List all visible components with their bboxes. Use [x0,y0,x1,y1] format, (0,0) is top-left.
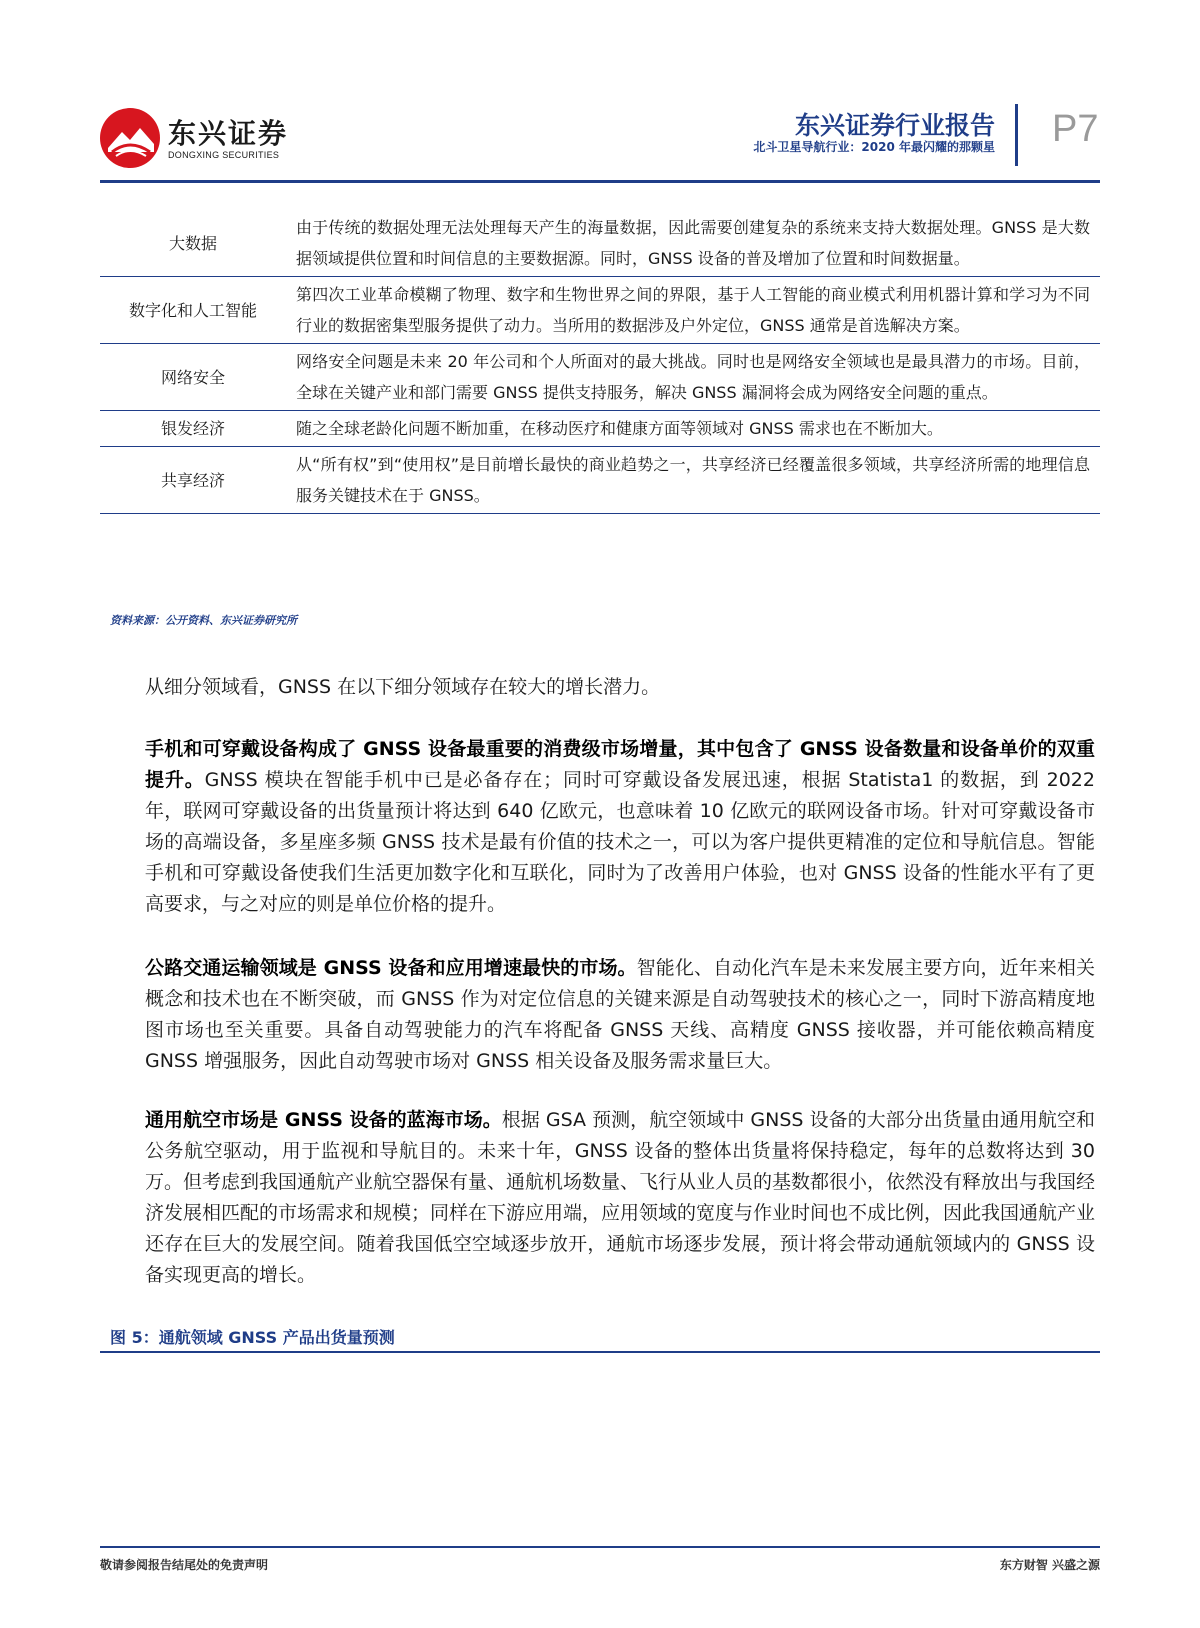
company-logo [100,108,300,168]
footer-slogan: 东方财智 兴盛之源 [999,1558,1100,1572]
table-key: 大数据 [100,210,286,277]
table-row [100,210,1100,277]
table-key: 数字化和人工智能 [100,277,286,344]
paragraph-heading: 公路交通运输领域是 GNSS 设备和应用增速最快的市场。 [145,957,637,979]
header-divider [1015,104,1018,166]
table-value: 随之全球老龄化问题不断加重，在移动医疗和健康方面等领域对 GNSS 需求也在不断加大。 [286,411,1100,447]
paragraph-body: 根据 GSA 预测，航空领域中 GNSS 设备的大部分出货量由通用航空和公务航空驱动，用于监视和导航目的。未来十年，GNSS 设备的整体出货量将保持稳定，每年的总数将达到 30 万。但考虑到我国通航产业航空器保有量、通航机场数量、飞行从业人员的基数都很小，依然没有释放出与我国经济发展相匹配的市场需求和规模；同样在下游应用端，应用领域的宽度与作业时间也不成比例，因此我国通航产业还存在巨大的发展空间。随着我国低空空域逐步放开，通航市场逐步发展，预计将会带动通航领域内的 GNSS 设备实现更高的增长。 [145,1109,1096,1286]
footer-disclaimer: 敬请参阅报告结尾处的免责声明 [100,1558,269,1572]
header-rule [100,180,1100,183]
table-row [100,344,1100,411]
footer-rule [100,1546,1100,1548]
logo-text-en: DONGXING SECURITIES [168,150,280,160]
page-header [0,0,1200,190]
page-number: P7 [1052,108,1099,150]
table-row [100,447,1100,514]
logo-emblem-icon [100,108,160,168]
paragraph-body: 智能化、自动化汽车是未来发展主要方向，近年来相关概念和技术也在不断突破，而 GNSS 作为对定位信息的关键来源是自动驾驶技术的核心之一，同时下游高精度地图市场也至关重要。具备自动驾驶能力的汽车将配备 GNSS 天线、高精度 GNSS 接收器，并可能依赖高精度 GNSS 增强服务，因此自动驾驶市场对 GNSS 相关设备及服务需求量巨大。 [145,957,1095,1072]
table-key: 共享经济 [100,447,286,514]
figure-title: 图 5：通航领域 GNSS 产品出货量预测 [110,1328,395,1347]
paragraph-intro: 从细分领域看，GNSS 在以下细分领域存在较大的增长潜力。 [145,676,661,698]
table-key: 网络安全 [100,344,286,411]
table-value: 由于传统的数据处理无法处理每天产生的海量数据，因此需要创建复杂的系统来支持大数据处理。GNSS 是大数据领域提供位置和时间信息的主要数据源。同时，GNSS 设备的普及增加了位置和时间数据量。 [286,210,1100,277]
report-title: 东兴证券行业报告 [794,111,995,140]
table-row [100,277,1100,344]
table-source: 资料来源：公开资料、东兴证券研究所 [110,614,297,627]
paragraph-road-transport [145,953,1095,1077]
table-value: 第四次工业革命模糊了物理、数字和生物世界之间的界限，基于人工智能的商业模式利用机器计算和学习为不同行业的数据密集型服务提供了动力。当所用的数据涉及户外定位，GNSS 通常是首选解决方案。 [286,277,1100,344]
paragraph-aviation [145,1105,1095,1291]
table-value: 从“所有权”到“使用权”是目前增长最快的商业趋势之一，共享经济已经覆盖很多领域，共享经济所需的地理信息服务关键技术在于 GNSS。 [286,447,1100,514]
segment-table [100,210,1100,514]
figure-rule [100,1351,1100,1353]
table-key: 银发经济 [100,411,286,447]
logo-text-cn: 东兴证券 [168,117,289,150]
paragraph-body: GNSS 模块在智能手机中已是必备存在；同时可穿戴设备发展迅速，根据 Statista1 的数据，到 2022 年，联网可穿戴设备的出货量预计将达到 640 亿欧元，也意味着 10 亿欧元的联网设备市场。针对可穿戴设备市场的高端设备，多星座多频 GNSS 技术是最有价值的技术之一，可以为客户提供更精准的定位和导航信息。智能手机和可穿戴设备使我们生活更加数字化和互联化，同时为了改善用户体验，也对 GNSS 设备的性能水平有了更高要求，与之对应的则是单位价格的提升。 [145,769,1095,915]
table-value: 网络安全问题是未来 20 年公司和个人所面对的最大挑战。同时也是网络安全领域也是最具潜力的市场。目前，全球在关键产业和部门需要 GNSS 提供支持服务，解决 GNSS 漏洞将会成为网络安全问题的重点。 [286,344,1100,411]
paragraph-wearables [145,734,1095,920]
paragraph-heading: 手机和可穿戴设备构成了 GNSS 设备最重要的消费级市场增量，其中包含了 GNSS 设备数量和设备单价的双重提升。 [145,738,1095,791]
table-row [100,411,1100,447]
paragraph-heading: 通用航空市场是 GNSS 设备的蓝海市场。 [145,1109,502,1131]
report-subtitle: 北斗卫星导航行业：2020 年最闪耀的那颗星 [753,140,995,154]
